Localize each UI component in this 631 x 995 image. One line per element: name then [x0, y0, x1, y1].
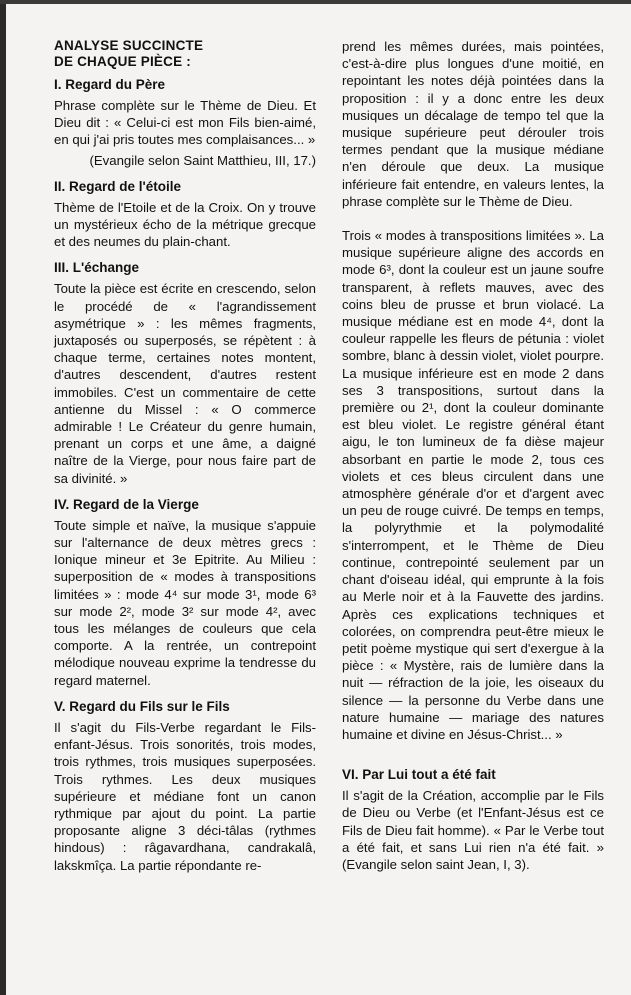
page-edge-top [0, 0, 631, 4]
section-5-continuation: prend les mêmes durées, mais pointées, c'est-à-dire plus longues d'une moitié, en repointant les notes déjà pointées dans la proposition : il y a donc entre les deux musiques un décalage de tempo tel que la musique supérieure peut dérouler trois termes pendant que la musique médiane n'en déroule que deux. La musique inférieure fait entendre, en valeurs lentes, la phrase complète sur le Thème de Dieu. [342, 39, 604, 209]
section-3-text: Toute la pièce est écrite en crescendo, selon le procédé de « l'agrandissement asymétrique » : les mêmes fragments, juxtaposés ou superposés, se répètent : à chaque terme, certaines notes montent, d'autres descendent, d'autres restent immobiles. C'est un commentaire de cette antienne du Missel : « O commerce admirable ! Le Créateur du genre humain, prenant un corps et une âme, a daigné naître de la Vierge, pour nous faire part de sa divinité. » [54, 281, 316, 486]
section-heading-1: I. Regard du Père [54, 77, 166, 92]
section-5-text: Il s'agit du Fils-Verbe regardant le Fils-enfant-Jésus. Trois sonorités, trois modes, trois rythmes, trois musiques superposées. Trois rythmes. Les deux musiques supérieure et médiane font un canon rythmique par ajout du point. La partie proposante aligne 3 déci-tâlas (rythmes hindous) : râgavardhana, candrakalâ, lakskmîça. La partie répondante re- [54, 719, 316, 873]
section-heading-6: VI. Par Lui tout a été fait [342, 767, 496, 783]
title-line-2: DE CHAQUE PIÈCE : [54, 54, 191, 69]
page-edge [0, 0, 6, 995]
section-heading-2: II. Regard de l'étoile [54, 178, 181, 194]
section-4-text: Toute simple et naïve, la musique s'appuie sur l'alternance de deux mètres grecs : Ionique mineur et 3e Epitrite. Au Milieu : superposition de « modes à transpositions limitées » : mode 4⁴ sur mode 3¹, mode 6³ sur mode 2², mode 3² sur mode 4², avec tous les mélanges de couleurs que cela comporte. A la rentrée, un contrepoint mélodique nouveau exprime la tendresse du regard maternel. [54, 517, 316, 688]
section-1-text: Phrase complète sur le Thème de Dieu. Et Dieu dit : « Celui-ci est mon Fils bien-aimé, en qui j'ai pris toutes mes complaisances... » [54, 98, 316, 148]
section-6-text: Il s'agit de la Création, accomplie par le Fils de Dieu ou Verbe (et l'Enfant-Jésus est ce Fils de Dieu fait homme). « Par le Verbe tout a été fait, et sans Lui rien n'a été fait. » (Evangile selon saint Jean, I, 3). [342, 788, 604, 872]
section-heading-3: III. L'échange [54, 260, 139, 276]
title-line-1: ANALYSE SUCCINCTE [54, 38, 204, 53]
section-heading-4: IV. Regard de la Vierge [54, 496, 199, 512]
section-1-citation: (Evangile selon Saint Matthieu, III, 17.) [89, 152, 316, 168]
left-column [54, 38, 316, 877]
section-heading-5: V. Regard du Fils sur le Fils [54, 698, 230, 714]
right-column [342, 38, 604, 876]
section-2-text: Thème de l'Etoile et de la Croix. On y trouve un mystérieux écho de la métrique grecque et des neumes du plain-chant. [54, 199, 316, 250]
section-5-modes-text: Trois « modes à transpositions limitées ». La musique supérieure aligne des accords en mode 6³, dont la couleur est un jaune soufre transparent, à reflets mauves, avec des coins bleu de prusse et brun violacé. La musique médiane est en mode 4⁴, dont la couleur rappelle les fleurs de pétunia : violet sombre, blanc à dessin violet, violet pourpre. La musique inférieure est en mode 2 dans ses 3 transpositions, surtout dans la première ou 2¹, dont la couleur dominante est bleu violet. Le registre général étant aigu, le ton lumineux de fa dièse majeur absorbant en partie le mode 2, tous ces violets et ces bleus circulent dans une atmosphère générale d'or et d'argent avec un peu de rouge cuivré. De temps en temps, la polyrythmie et la polymodalité s'interrompent, et le Thème de Dieu continue, contrepointé seulement par un chant d'oiseau idéal, qui emprunte à la fois au Merle noir et à la Fauvette des jardins. Après ces explications techniques et colorées, on comprendra peut-être mieux le petit poème mystique qui sert d'exergue à la pièce : « Mystère, rais de lumière dans la nuit — réfraction de la joie, les oiseaux du silence — la personne du Verbe dans une nature humaine — mariage des natures humaine et divine en Jésus-Christ... » [342, 228, 604, 742]
page-title [54, 38, 316, 70]
